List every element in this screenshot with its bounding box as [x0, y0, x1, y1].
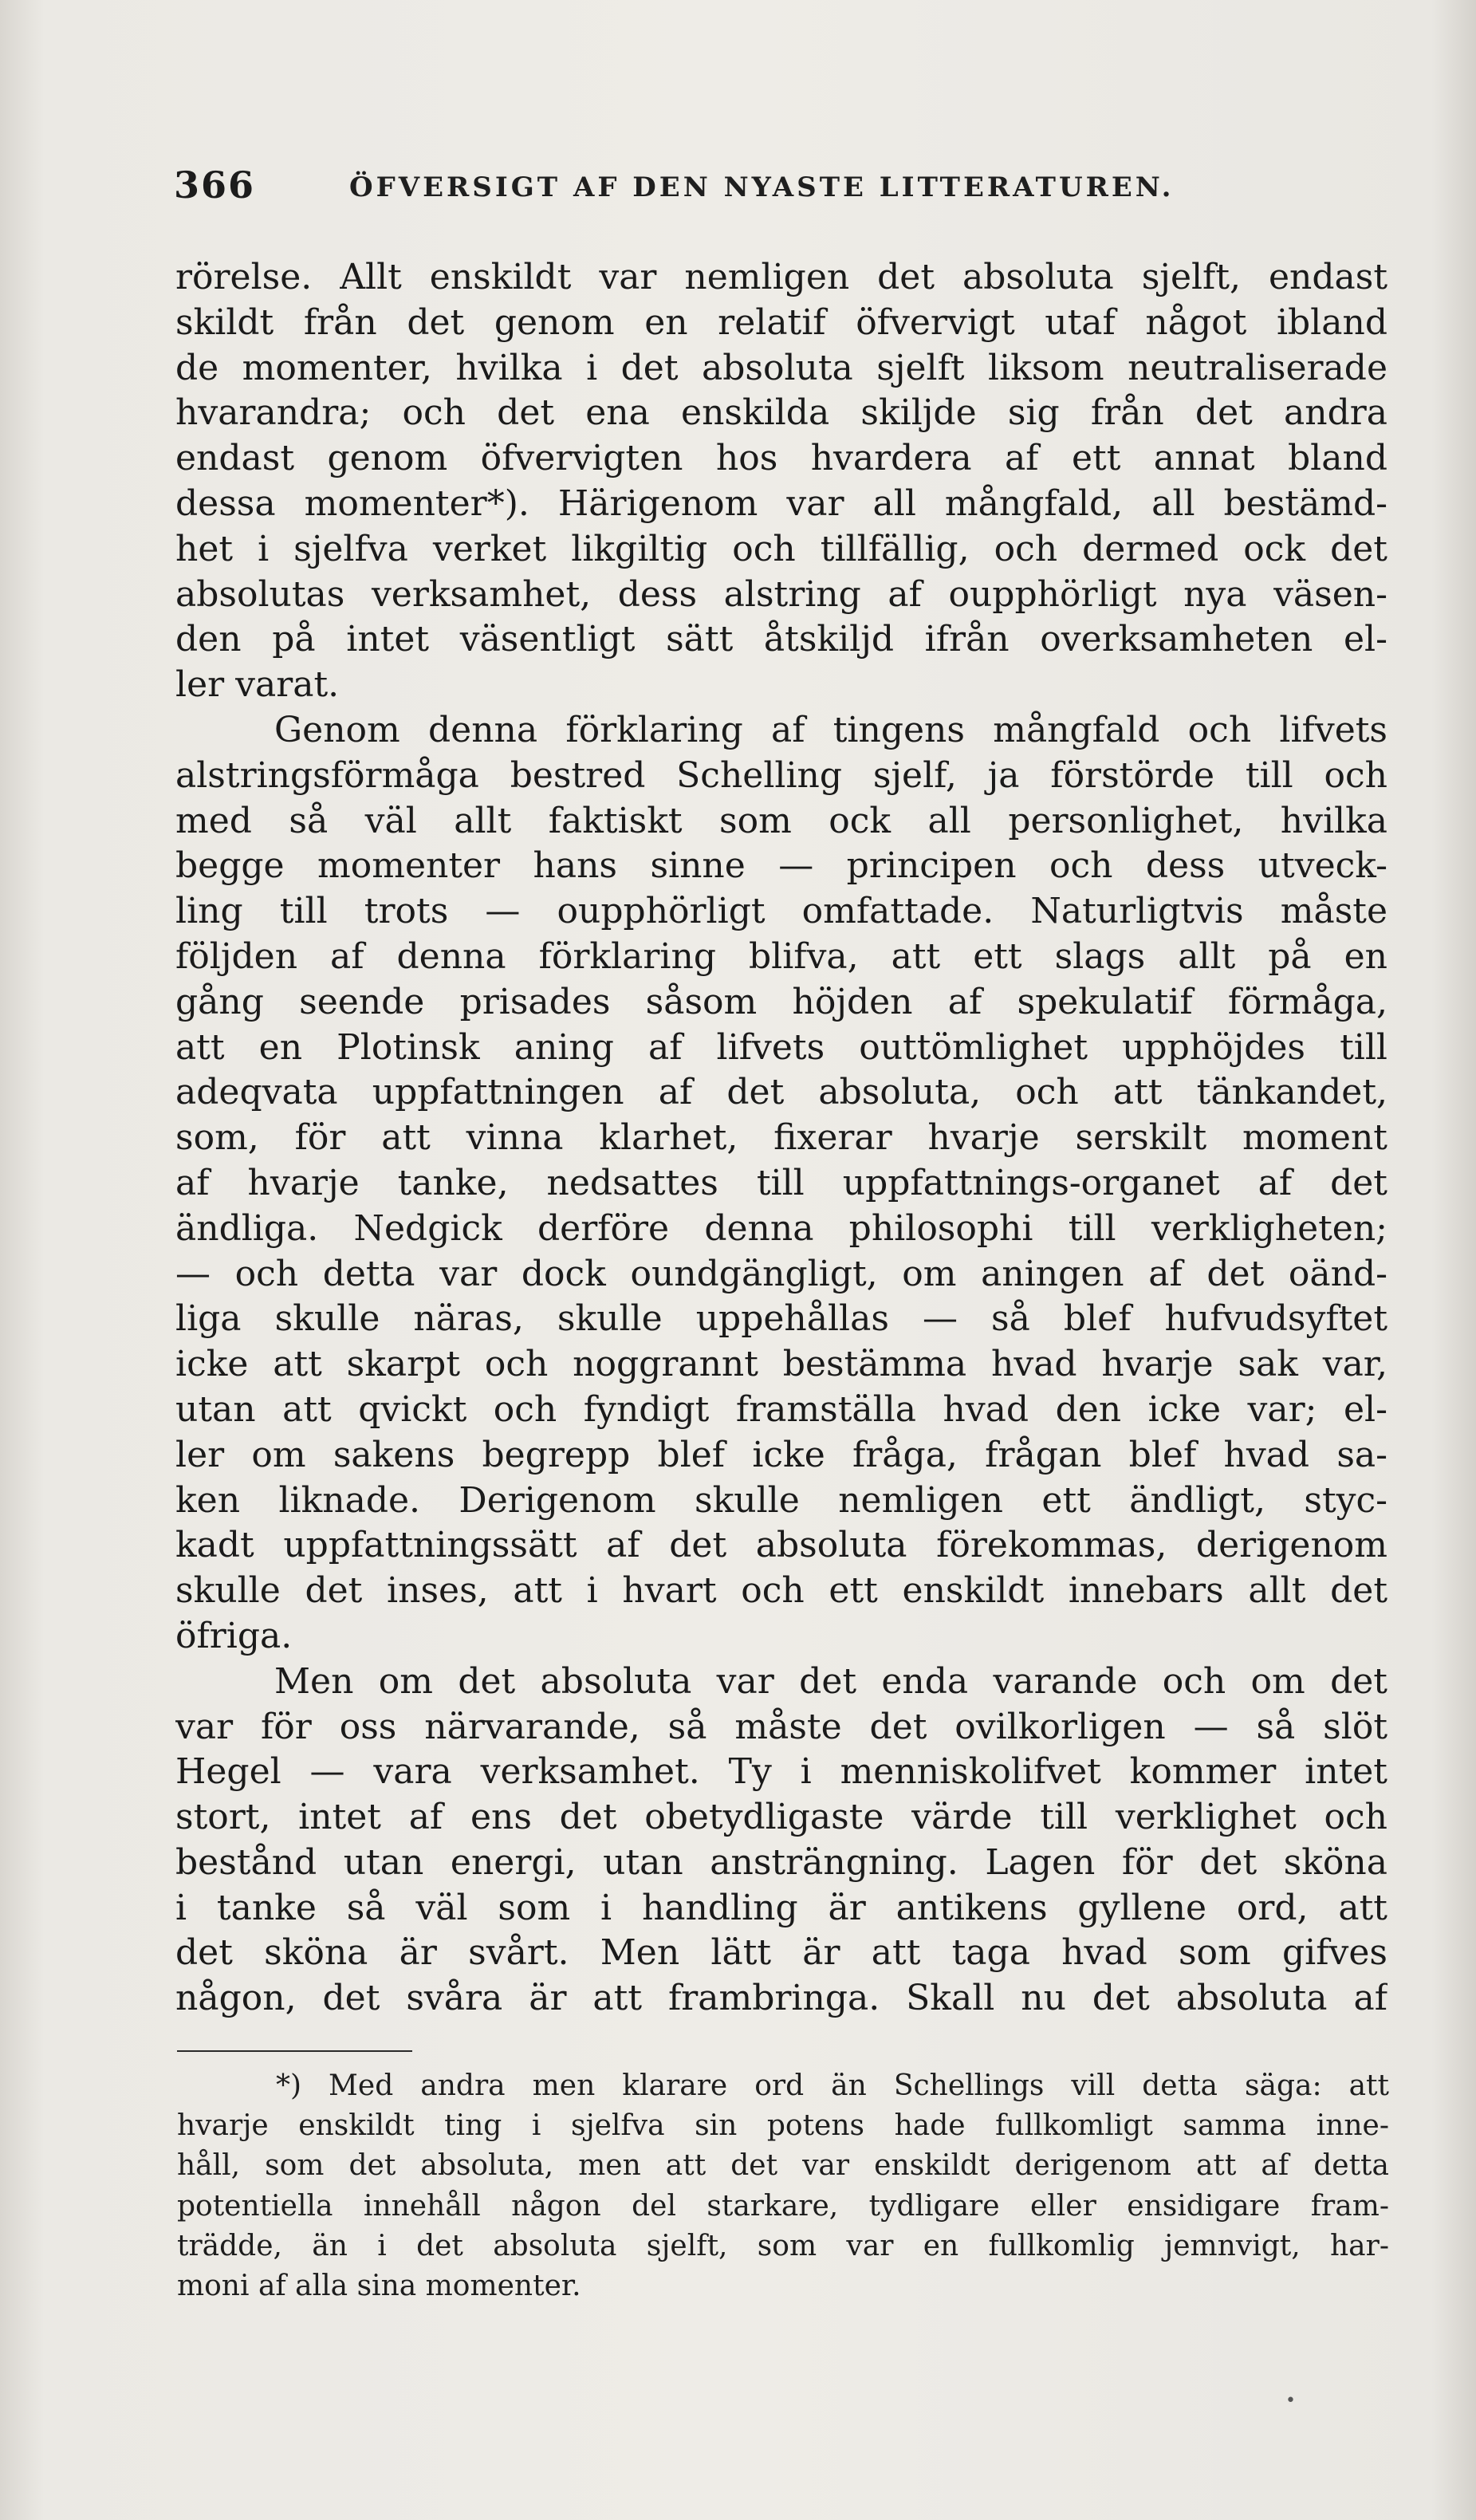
text-line: endast genom öfvervigten hos hvardera af ett annat bland	[175, 438, 1387, 479]
text-line: hvarandra; och det ena enskilda skiljde sig från det andra	[175, 392, 1387, 434]
margin-mark: •	[1285, 2391, 1296, 2411]
footnote	[177, 2066, 1389, 2306]
footnote-line: hvarje enskildt ting i sjelfva sin potens hade fullkomligt samma inne-	[177, 2109, 1389, 2143]
text-line: skulle det inses, att i hvart och ett enskildt innebars allt det	[175, 1570, 1387, 1612]
text-line: skildt från det genom en relatif öfvervigt utaf något ibland	[175, 301, 1387, 343]
text-line: ling till trots — oupphörligt omfattade. Naturligtvis måste	[175, 891, 1387, 932]
text-line: begge momenter hans sinne — principen och dess utveck-	[175, 845, 1387, 887]
page-number: 366	[174, 163, 256, 207]
footnote-rule	[177, 2050, 412, 2052]
text-line: absolutas verksamhet, dess alstring af oupphörligt nya väsen-	[175, 573, 1387, 615]
text-line: — och detta var dock oundgängligt, om aningen af det oänd-	[175, 1253, 1387, 1294]
text-line: Hegel — vara verksamhet. Ty i menniskolifvet kommer intet	[175, 1751, 1387, 1793]
text-line: af hvarje tanke, nedsattes till uppfattnings-organet af det	[175, 1162, 1387, 1203]
text-line: ändliga. Nedgick derföre denna philosophi till verkligheten;	[175, 1207, 1387, 1249]
text-line: ler varat.	[175, 664, 340, 706]
page-header	[174, 163, 1394, 219]
text-line: det sköna är svårt. Men lätt är att taga hvad som gifves	[175, 1932, 1387, 1974]
text-line: gång seende prisades såsom höjden af spekulatif förmåga,	[175, 981, 1387, 1022]
footnote-line: trädde, än i det absoluta sjelft, som var en fullkomlig jemnvigt, har-	[177, 2229, 1389, 2262]
text-line: rörelse. Allt enskildt var nemligen det absoluta sjelft, endast	[175, 257, 1387, 297]
text-line: icke att skarpt och noggrannt bestämma hvad hvarje sak var,	[175, 1344, 1387, 1385]
footnote-line: *) Med andra men klarare ord än Schellings vill detta säga: att	[276, 2069, 1389, 2102]
text-line: var för oss närvarande, så måste det ovilkorligen — så slöt	[175, 1706, 1387, 1747]
text-line: i tanke så väl som i handling är antikens gyllene ord, att	[175, 1887, 1387, 1928]
text-line: ler om sakens begrepp blef icke fråga, frågan blef hvad sa-	[175, 1434, 1387, 1475]
text-line: med så väl allt faktiskt som ock all personlighet, hvilka	[175, 800, 1387, 841]
footnote-line: potentiella innehåll någon del starkare, tydligare eller ensidigare fram-	[177, 2189, 1389, 2223]
text-line: Genom denna förklaring af tingens mångfald och lifvets	[274, 709, 1387, 750]
text-line: att en Plotinsk aning af lifvets outtömlighet upphöjdes till	[175, 1026, 1387, 1068]
text-line: alstringsförmåga bestred Schelling sjelf, ja förstörde till och	[175, 754, 1387, 796]
text-line: kadt uppfattningssätt af det absoluta förekommas, derigenom	[175, 1525, 1387, 1566]
text-line: som, för att vinna klarhet, fixerar hvarje serskilt moment	[175, 1117, 1387, 1159]
running-head: ÖFVERSIGT AF DEN NYASTE LITTERATUREN.	[349, 171, 1175, 203]
text-line: dessa momenter*). Härigenom var all mångfald, all bestämd-	[175, 482, 1387, 524]
text-line: het i sjelfva verket likgiltig och tillfällig, och dermed ock det	[175, 528, 1387, 569]
text-line: någon, det svåra är att frambringa. Skall nu det absoluta af	[175, 1978, 1387, 2019]
text-line: Men om det absoluta var det enda varande och om det	[274, 1660, 1387, 1702]
text-line: de momenter, hvilka i det absoluta sjelft liksom neutraliserade	[175, 347, 1387, 388]
body-text	[175, 255, 1387, 2022]
text-line: utan att qvickt och fyndigt framställa hvad den icke var; el-	[175, 1388, 1387, 1430]
text-line: stort, intet af ens det obetydligaste värde till verklighet och	[175, 1797, 1387, 1838]
footnote-line: håll, som det absoluta, men att det var enskildt derigenom att af detta	[177, 2149, 1389, 2183]
text-line: den på intet väsentligt sätt åtskiljd ifrån overksamheten el-	[175, 619, 1387, 660]
text-line: följden af denna förklaring blifva, att ett slags allt på en	[175, 935, 1387, 977]
text-line: öfriga.	[175, 1615, 293, 1656]
text-line: liga skulle näras, skulle uppehållas — så blef hufvudsyftet	[175, 1298, 1387, 1340]
text-line: bestånd utan energi, utan ansträngning. Lagen för det sköna	[175, 1841, 1387, 1883]
text-line: adeqvata uppfattningen af det absoluta, och att tänkandet,	[175, 1072, 1387, 1113]
text-line: ken liknade. Derigenom skulle nemligen ett ändligt, styc-	[175, 1479, 1387, 1521]
footnote-line: moni af alla sina momenter.	[177, 2269, 581, 2302]
